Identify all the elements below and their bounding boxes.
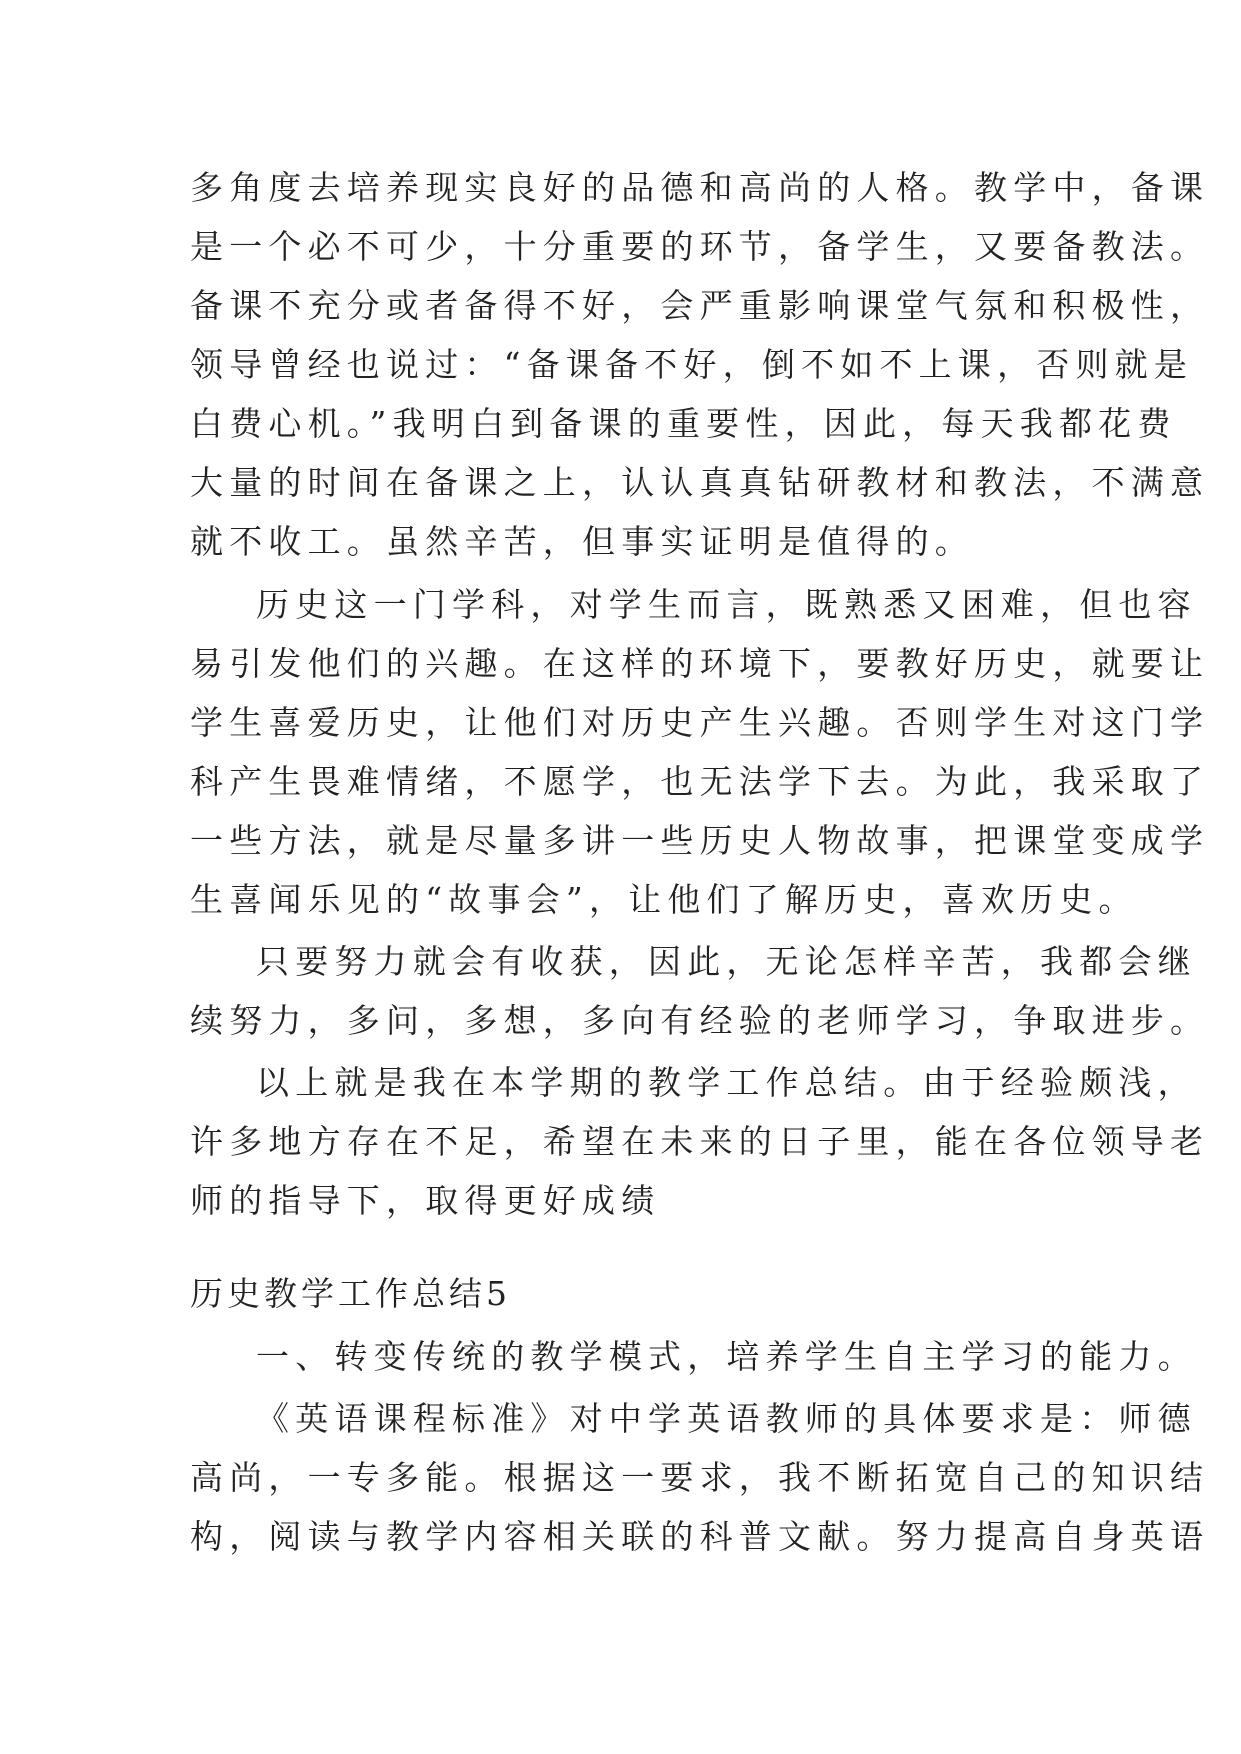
text-line: 《英语课程标准》对中学英语教师的具体要求是：师德 xyxy=(256,1399,1197,1438)
text-line: 许多地方存在不足，希望在未来的日子里，能在各位领导老 xyxy=(190,1122,1210,1161)
text-line: 高尚，一专多能。根据这一要求，我不断拓宽自己的知识结 xyxy=(190,1458,1210,1497)
text-line: 一、转变传统的教学模式，培养学生自主学习的能力。 xyxy=(256,1337,1197,1376)
text-line: 多角度去培养现实良好的品德和高尚的人格。教学中，备课 xyxy=(190,168,1210,207)
text-line: 学生喜爱历史，让他们对历史产生兴趣。否则学生对这门学 xyxy=(190,703,1210,742)
text-line: 师的指导下，取得更好成绩 xyxy=(190,1181,661,1220)
text-line: 生喜闻乐见的“故事会”，让他们了解历史，喜欢历史。 xyxy=(190,880,1138,919)
text-line: 以上就是我在本学期的教学工作总结。由于经验颇浅， xyxy=(256,1063,1197,1102)
text-line: 科产生畏难情绪，不愿学，也无法学下去。为此，我采取了 xyxy=(190,762,1210,801)
text-line: 易引发他们的兴趣。在这样的环境下，要教好历史，就要让 xyxy=(190,644,1210,683)
section-heading: 历史教学工作总结5 xyxy=(190,1274,511,1313)
text-line: 是一个必不可少，十分重要的环节，备学生，又要备教法。 xyxy=(190,227,1210,266)
text-line: 备课不充分或者备得不好，会严重影响课堂气氛和积极性， xyxy=(190,286,1210,325)
text-line: 白费心机。”我明白到备课的重要性，因此，每天我都花费 xyxy=(190,404,1177,443)
text-line: 历史这一门学科，对学生而言，既熟悉又困难，但也容 xyxy=(256,585,1197,624)
text-line: 就不收工。虽然辛苦，但事实证明是值得的。 xyxy=(190,522,974,561)
text-line: 领导曾经也说过：“备课备不好，倒不如不上课，否则就是 xyxy=(190,345,1194,384)
text-line: 只要努力就会有收获，因此，无论怎样辛苦，我都会继 xyxy=(256,942,1197,981)
text-line: 构，阅读与教学内容相关联的科普文献。努力提高自身英语 xyxy=(190,1517,1210,1556)
text-line: 一些方法，就是尽量多讲一些历史人物故事，把课堂变成学 xyxy=(190,821,1210,860)
text-line: 续努力，多问，多想，多向有经验的老师学习，争取进步。 xyxy=(190,1001,1210,1040)
text-line: 大量的时间在备课之上，认认真真钻研教材和教法，不满意 xyxy=(190,463,1210,502)
